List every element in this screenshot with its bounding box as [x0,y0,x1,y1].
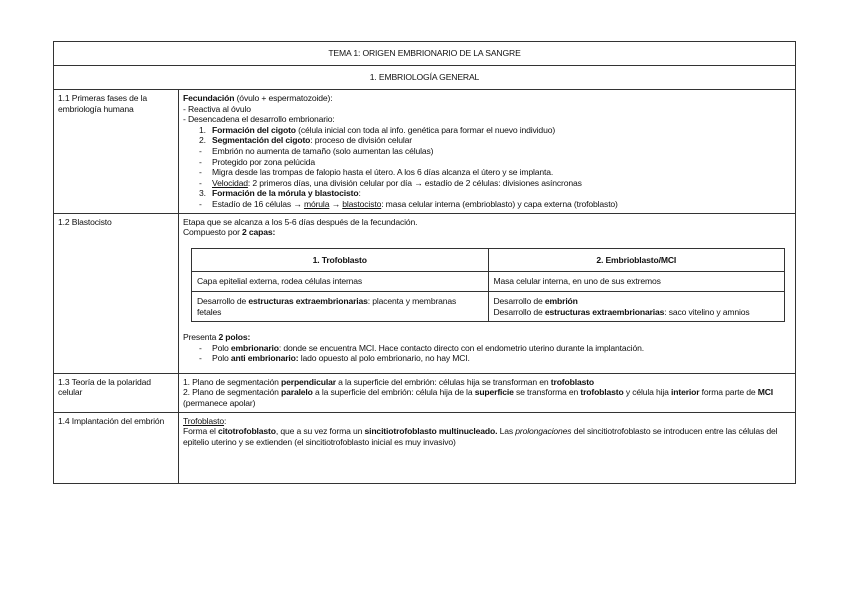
text: - Desencadena el desarrollo embrionario: [183,114,335,125]
bullet-item [183,353,791,364]
list-marker: 1. [199,124,206,135]
text: Migra desde las trompas de falopio hasta el útero. A los 6 días alcanza el útero y se implanta. [212,167,554,178]
bullet-item [183,146,791,157]
text: Embrión no aumenta de tamaño (solo aumentan las células) [212,145,434,156]
capas-cell [488,272,785,292]
text: Polo [212,342,231,353]
text: forma parte de [699,387,758,398]
capas-row [192,272,785,292]
list-marker: - [199,177,202,188]
paragraph [183,93,791,104]
text: y célula hija [623,387,672,398]
text: 1. Plano de segmentación [183,376,282,387]
text: Compuesto por [183,227,243,238]
capas-cell [192,291,489,321]
text: Desarrollo de [197,295,249,306]
bold-text: Formación del cigoto [212,124,296,135]
text: → [329,198,343,209]
row-label: 1.1 Primeras fases de la embriología humana [54,90,179,214]
text: : 2 primeros días, una división celular por día → estadío de 2 células: divisiones asíncronas [247,177,582,188]
bold-text: anti embrionario: [230,353,299,364]
paragraph [183,332,791,343]
text: Etapa que se alcanza a los 5-6 días después de la fecundación. [183,216,418,227]
text: a la superficie del embrión: célula hija de la [312,387,475,398]
text: se transforma en [513,387,581,398]
text: Desarrollo de [493,306,545,317]
topic-title: TEMA 1: ORIGEN EMBRIONARIO DE LA SANGRE [54,42,796,66]
text: Masa celular interna, en uno de sus extremos [493,276,661,287]
bold-text: paralelo [281,387,313,398]
bold-text: MCI [757,387,774,398]
text: del sincitiotrofoblasto se introducen entre las células del epitelio uterino y se extienden (el sincitiotrofoblasto inicial es muy invasivo) [183,426,778,447]
bullet-item [183,343,791,354]
text: 2. Plano de segmentación [183,387,282,398]
paragraph [183,104,791,115]
list-marker: - [199,167,202,178]
bold-text: Fecundación [183,93,235,103]
text: - Reactiva al óvulo [183,103,251,114]
italic-text: prolongaciones [515,426,572,437]
text: Protegido por zona pelúcida [212,156,315,167]
text: : masa celular interna (embrioblasto) y capa externa (trofoblasto) [381,198,618,209]
text: : donde se encuentra MCI. Hace contacto directo con el endometrio uterino durante la implantación. [278,342,644,353]
list-marker: 2. [199,135,206,146]
text: Polo [212,353,231,364]
text: a la superficie del embrión: células hija se transforman en [335,376,551,387]
row-content [179,213,796,373]
capas-cell [488,291,785,321]
underlined-text: Velocidad [212,177,248,188]
paragraph [183,377,791,388]
text: (óvulo + espermatozoide): [234,93,333,103]
list-marker: 3. [199,188,206,199]
bold-text: citotrofoblasto [217,426,276,437]
bold-text: estructuras extraembrionarias [544,306,665,317]
bold-text: perpendicular [281,376,336,387]
paragraph [183,227,791,238]
capas-table [191,248,785,322]
list-marker: - [199,342,202,353]
text: Capa epitelial externa, rodea células internas [197,276,363,287]
text: Estadío de 16 células → [212,198,304,209]
numbered-item [183,188,791,199]
paragraph [183,114,791,125]
bold-text: estructuras extraembrionarias [248,295,368,306]
underlined-text: blastocisto [342,198,382,209]
capas-header: 2. Embrioblasto/MCI [488,248,785,272]
capas-row [192,291,785,321]
table-row [54,90,796,214]
numbered-item [183,135,791,146]
list-marker: - [199,145,202,156]
text: lado opuesto al polo embrionario, no hay MCI. [298,353,470,364]
underlined-text: mórula [303,198,330,209]
bullet-item [183,199,791,210]
text: (célula inicial con toda al info. genética para formar el nuevo individuo) [295,124,556,135]
text: : placenta y membranas fetales [197,295,457,317]
bullet-item [183,167,791,178]
text: : [224,415,227,426]
text: Las [497,426,516,437]
bold-text: superficie [474,387,514,398]
table-row [54,373,796,412]
row-label: 1.4 Implantación del embrión [54,412,179,483]
text: : proceso de división celular [310,135,412,146]
notes-table [53,41,796,484]
row-label: 1.2 Blastocisto [54,213,179,373]
row-content [179,90,796,214]
text: Presenta [183,332,219,343]
list-marker: - [199,353,202,364]
row-label: 1.3 Teoría de la polaridad celular [54,373,179,412]
bullet-item [183,157,791,168]
paragraph [183,217,791,228]
text: , que a su vez forma un [275,426,365,437]
bold-text: sincitiotrofoblasto multinucleado. [364,426,498,437]
paragraph [183,387,791,408]
text: : [358,188,361,199]
underlined-text: Trofoblasto [183,415,225,426]
text: Forma el [183,426,218,437]
bold-text: embrión [544,295,578,306]
bold-text: Formación de la mórula y blastocisto [212,188,359,199]
paragraph [183,426,791,447]
bold-text: trofoblasto [580,387,624,398]
bullet-item [183,178,791,189]
capas-cell [192,272,489,292]
bold-text: 2 capas: [242,227,276,238]
text: : saco vitelino y amnios [664,306,750,317]
table-row [54,412,796,483]
text: (permanece apolar) [183,398,256,409]
table-row [54,213,796,373]
row-content [179,412,796,483]
numbered-item [183,125,791,136]
bold-text: trofoblasto [550,376,595,387]
bold-text: interior [671,387,700,398]
text: Desarrollo de [493,295,545,306]
paragraph [183,416,791,427]
bold-text: embrionario [230,342,279,353]
row-content [179,373,796,412]
section-title: 1. EMBRIOLOGÍA GENERAL [54,66,796,90]
bold-text: 2 polos: [218,332,251,343]
list-marker: - [199,156,202,167]
list-marker: - [199,198,202,209]
capas-header: 1. Trofoblasto [192,248,489,272]
bold-text: Segmentación del cigoto [212,135,311,146]
